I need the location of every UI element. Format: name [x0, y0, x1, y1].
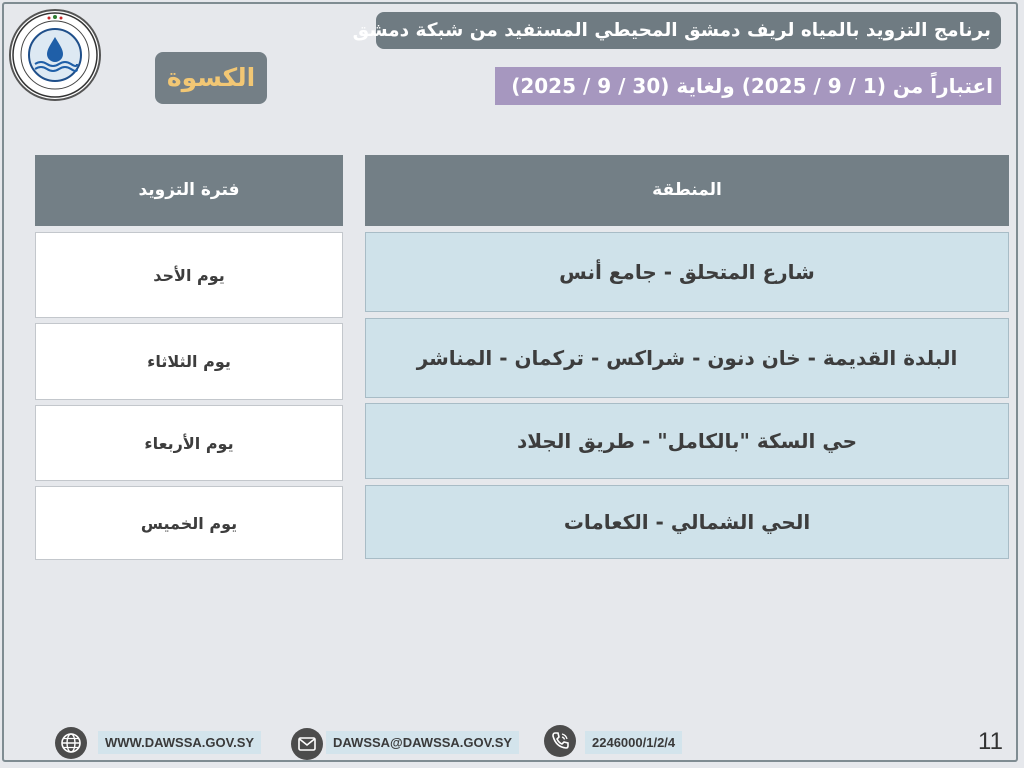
phone-icon — [544, 725, 576, 757]
mail-icon — [291, 728, 323, 760]
table-row-region: الحي الشمالي - الكعامات — [365, 485, 1009, 559]
table-header-region: المنطقة — [365, 155, 1009, 226]
table-row-period: يوم الأحد — [35, 232, 343, 318]
globe-icon — [55, 727, 87, 759]
area-name-badge: الكسوة — [155, 52, 267, 104]
program-title: برنامج التزويد بالمياه لريف دمشق المحيطي المستفيد من شبكة دمشق — [376, 12, 1001, 49]
table-row-region: البلدة القديمة - خان دنون - شراكس - تركمان - المناشر — [365, 318, 1009, 398]
table-row-period: يوم الثلاثاء — [35, 323, 343, 400]
table-row-region: حي السكة "بالكامل" - طريق الجلاد — [365, 403, 1009, 479]
phone-number[interactable]: 2246000/1/2/4 — [585, 731, 682, 754]
organization-logo — [9, 9, 101, 101]
date-range: اعتباراً من (1 / 9 / 2025) ولغاية (30 / 9 / 2025) — [495, 67, 1001, 105]
page-number: 11 — [978, 728, 1003, 755]
email-link[interactable]: DAWSSA@DAWSSA.GOV.SY — [326, 731, 519, 754]
table-header-period: فترة التزويد — [35, 155, 343, 226]
website-link[interactable]: WWW.DAWSSA.GOV.SY — [98, 731, 261, 754]
table-row-period: يوم الخميس — [35, 486, 343, 560]
table-row-region: شارع المتحلق - جامع أنس — [365, 232, 1009, 312]
table-row-period: يوم الأربعاء — [35, 405, 343, 481]
